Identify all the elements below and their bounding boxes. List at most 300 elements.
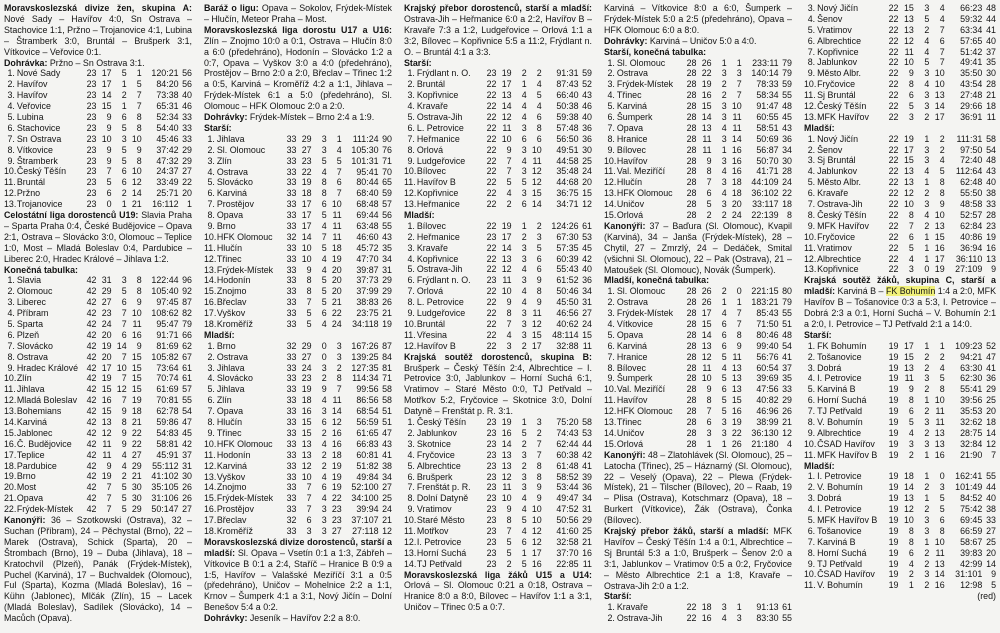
draws-cell: 3 [924, 416, 930, 427]
score-cell: 47:56 [756, 384, 779, 395]
score-cell: 37:42 [156, 144, 179, 155]
score-cell: 35:48 [556, 166, 579, 177]
table-row [604, 145, 792, 156]
draws-cell: 9 [321, 384, 327, 395]
rank-cell: 1. [607, 57, 615, 68]
rank-cell: 12. [4, 188, 17, 199]
wins-cell: 13 [903, 362, 914, 373]
score-cell: 24:37 [156, 166, 179, 177]
score-cell: 35:50 [960, 68, 983, 79]
losses-cell: 4 [536, 79, 542, 90]
score-cell: 34:118 [352, 319, 379, 330]
score-cell: 66:83 [356, 438, 379, 449]
points-cell: 37 [986, 46, 996, 57]
table-row [4, 352, 192, 363]
table-heading: Starší: [804, 329, 832, 340]
losses-cell: 2 [336, 362, 342, 373]
games-cell: 19 [888, 504, 899, 515]
score-cell: 95:47 [156, 319, 179, 330]
points-cell: 96 [182, 275, 192, 286]
losses-cell: 21 [131, 471, 142, 482]
points-cell: 66 [182, 329, 192, 340]
games-cell: 22 [888, 231, 899, 242]
score-cell: 52:100 [351, 482, 379, 493]
rank-cell: 12. [604, 177, 617, 188]
losses-cell: 20 [331, 286, 342, 297]
table-row [204, 199, 392, 210]
games-cell: 23 [86, 112, 97, 122]
wins-cell: 7 [106, 504, 112, 515]
games-cell: 28 [686, 395, 697, 406]
rank-cell: 4. [7, 308, 15, 319]
points-cell: 23 [986, 220, 996, 231]
wins-cell: 26 [701, 57, 712, 68]
rank-cell: 11. [404, 177, 416, 188]
rank-cell: 7. [7, 133, 15, 144]
team-name-cell: Ludgeřovice [416, 308, 466, 319]
draws-cell: 3 [924, 438, 930, 449]
table-row [404, 450, 592, 461]
score-cell: 29:66 [960, 101, 983, 112]
results-text: Sl. Opava – Vsetín 0:1 a 1:3, Zábřeh – Vítkovice B 0:1 a 2:4, Staříč – Hranice B 0:9 a 1:5, Havířov – Valašské Meziříčí 3:1 a 0:5 (předehráno), Uničov – Mohelnice 2:2 a 1:1, Krnov – Šumperk 4:1 a 3:1, Nový Jičín – Dolní Benešov 5:4 a 0:2. [204, 547, 392, 613]
games-cell: 23 [486, 438, 497, 449]
games-cell: 28 [686, 286, 697, 297]
games-cell: 42 [86, 449, 97, 460]
draws-cell: 4 [321, 253, 327, 264]
wins-cell: 16 [101, 395, 112, 406]
table-row [204, 308, 392, 319]
points-cell: 33 [182, 122, 192, 133]
team-name-cell: Město Albr. [817, 68, 862, 79]
wins-cell: 3 [908, 111, 914, 122]
table-row [204, 286, 392, 297]
losses-cell: 8 [536, 122, 542, 133]
games-cell: 42 [86, 297, 97, 308]
points-cell: 25 [582, 525, 592, 536]
wins-cell: 14 [501, 438, 512, 449]
score-cell: 55:41 [960, 384, 983, 395]
points-cell: 33 [182, 133, 192, 144]
draws-cell: 2 [924, 24, 930, 35]
games-cell: 33 [286, 373, 297, 384]
results-text: Pržno – Sn Ostrava 3:1. [47, 57, 145, 68]
results-paragraph [404, 352, 592, 417]
team-name-cell: Lubina [16, 112, 44, 122]
points-cell: 46 [182, 101, 192, 112]
games-cell: 33 [286, 188, 297, 199]
wins-cell: 7 [506, 318, 512, 329]
rank-cell: 1. [7, 68, 15, 79]
team-name-cell: Kravaře [416, 101, 448, 112]
wins-cell: 17 [101, 362, 112, 373]
draws-cell: 1 [924, 493, 930, 504]
score-cell: 45:46 [156, 133, 179, 144]
rank-cell: 14. [4, 417, 17, 428]
games-cell: 22 [888, 242, 899, 253]
rank-cell: 11. [404, 329, 416, 340]
rank-cell: 7. [407, 482, 415, 493]
losses-cell: 14 [531, 199, 542, 210]
rank-cell: 10. [404, 318, 417, 329]
rank-cell: 6. [807, 188, 816, 199]
wins-cell: 9 [306, 264, 312, 275]
wins-cell: 5 [706, 199, 712, 210]
table-row [604, 123, 792, 134]
score-cell: 67:30 [556, 231, 579, 242]
wins-cell: 17 [701, 308, 712, 319]
team-name-cell: MFK Havířov [817, 111, 869, 122]
rank-cell: 4. [807, 504, 816, 515]
table-row [4, 417, 192, 428]
rank-cell: 10. [604, 155, 617, 166]
losses-cell: 10 [934, 79, 945, 90]
games-cell: 42 [86, 438, 97, 449]
points-cell: 12 [582, 199, 592, 210]
wins-cell: 13 [301, 449, 312, 460]
rank-cell: 2. [207, 351, 215, 362]
score-cell: 60:81 [356, 449, 379, 460]
rank-cell: 11. [404, 525, 416, 536]
losses-cell: 8 [536, 471, 542, 482]
score-cell: 37:107 [351, 515, 379, 526]
losses-cell: 19 [331, 471, 342, 482]
losses-cell: 8 [939, 525, 945, 536]
games-cell: 22 [486, 101, 497, 112]
points-cell: 35 [382, 242, 392, 253]
score-cell: 114:34 [352, 373, 379, 384]
draws-cell: 5 [924, 57, 930, 68]
games-cell: 22 [486, 220, 497, 231]
losses-cell: 18 [731, 188, 742, 199]
points-cell: 67 [182, 351, 192, 362]
table-row [4, 363, 192, 374]
rank-cell: 8. [807, 416, 816, 427]
team-name-cell: TJ Petřvald [416, 558, 462, 569]
draws-cell: 4 [521, 90, 527, 101]
table-row [204, 341, 392, 352]
team-name-cell: Jablunkov [817, 166, 858, 177]
points-cell: 30 [182, 471, 192, 482]
games-cell: 23 [86, 133, 97, 144]
losses-cell: 3 [939, 482, 945, 493]
rank-cell: 15. [4, 427, 17, 438]
table-row [204, 395, 392, 406]
losses-cell: 29 [131, 504, 142, 515]
points-cell: 21 [382, 308, 392, 319]
losses-cell: 5 [336, 155, 342, 166]
table-row [404, 330, 592, 341]
wins-cell: 12 [101, 427, 112, 438]
rank-cell: 5. [407, 112, 415, 122]
draws-cell: 5 [321, 210, 327, 221]
team-name-cell: Prostějov [216, 199, 254, 210]
team-name-cell: Dobrá [817, 493, 842, 504]
games-cell: 33 [286, 275, 297, 286]
score-cell: 91:71 [156, 329, 179, 340]
team-name-cell: Jihlava [216, 384, 245, 395]
table-row [404, 559, 592, 570]
score-cell: 50:69 [756, 133, 779, 144]
points-cell: 31 [582, 297, 592, 308]
draws-cell: 6 [321, 308, 327, 319]
games-cell: 22 [686, 613, 697, 624]
wins-cell: 11 [502, 482, 512, 493]
games-cell: 23 [486, 460, 497, 471]
draws-cell: 3 [924, 514, 930, 525]
team-name-cell: I. Petrovice [817, 471, 862, 482]
draws-cell: 2 [924, 351, 930, 362]
team-name-cell: V. Bohumín [817, 416, 863, 427]
games-cell: 22 [888, 79, 899, 90]
score-cell: 68:48 [356, 199, 379, 210]
rank-cell: 7. [207, 199, 215, 210]
losses-cell: 22 [131, 427, 142, 438]
table-row [404, 493, 592, 504]
rank-cell: 6. [407, 471, 415, 482]
table-row [404, 286, 592, 297]
points-cell: 47 [182, 417, 192, 428]
table-row [804, 417, 996, 428]
rank-cell: 3. [407, 90, 415, 101]
team-name-cell: Orlová [616, 210, 644, 220]
team-name-cell: Třinec [616, 417, 642, 428]
games-cell: 33 [286, 460, 297, 471]
team-name-cell: MFK Havířov B [817, 514, 878, 525]
rank-cell: 13. [604, 188, 617, 199]
wins-cell: 12 [501, 471, 512, 482]
table-row [804, 373, 996, 384]
team-name-cell: Frýdek-Místek [616, 79, 674, 90]
wins-cell: 7 [106, 493, 112, 504]
score-cell: 162:41 [955, 471, 983, 482]
results-paragraph [404, 570, 592, 614]
games-cell: 23 [486, 515, 497, 526]
draws-cell: 4 [721, 166, 727, 177]
team-name-cell: Pardubice [16, 460, 57, 471]
results-paragraph [404, 3, 592, 58]
draws-cell: 3 [721, 68, 727, 79]
losses-cell: 3 [536, 231, 542, 242]
games-cell: 22 [888, 13, 899, 24]
table-row [804, 90, 996, 101]
rank-cell: 13. [4, 406, 17, 417]
table-row [604, 134, 792, 145]
table-row [4, 79, 192, 90]
losses-cell: 13 [731, 384, 742, 395]
games-cell: 28 [686, 384, 697, 395]
rank-cell: 12. [804, 101, 817, 112]
table-row [804, 569, 996, 580]
losses-cell: 7 [736, 308, 742, 319]
games-cell: 23 [86, 166, 97, 177]
wins-cell: 14 [501, 101, 512, 112]
wins-cell: 9 [706, 384, 712, 395]
team-name-cell: Jablonec [16, 427, 53, 438]
draws-cell: 3 [521, 449, 527, 460]
score-cell: 122:44 [151, 275, 179, 286]
team-name-cell: Heřmanice [416, 133, 460, 144]
table-row [204, 417, 392, 428]
score-cell: 70:74 [156, 373, 179, 384]
games-cell: 28 [686, 188, 697, 199]
rank-cell: 5. [7, 319, 15, 330]
score-cell: 120:21 [151, 68, 179, 79]
results-column-1 [4, 3, 192, 631]
losses-cell: 5 [939, 493, 945, 504]
draws-cell: 7 [121, 351, 127, 362]
table-row [604, 308, 792, 319]
points-cell: 79 [182, 319, 192, 330]
points-cell: 43 [382, 438, 392, 449]
wins-cell: 13 [701, 340, 712, 351]
games-cell: 19 [888, 558, 899, 569]
team-name-cell: Štramberk [16, 155, 58, 166]
table-row [204, 439, 392, 450]
wins-cell: 14 [903, 482, 914, 493]
team-name-cell: Opava [216, 210, 244, 221]
score-cell: 40:86 [960, 231, 983, 242]
wins-cell: 26 [701, 297, 712, 308]
draws-cell: 5 [121, 482, 127, 493]
team-name-cell: Sj Bruntál [817, 90, 856, 101]
losses-cell: 8 [136, 275, 142, 286]
rank-cell: 8. [407, 493, 415, 504]
rank-cell: 2. [607, 613, 615, 624]
rank-cell: 6. [607, 340, 615, 351]
rank-cell: 6. [7, 329, 15, 340]
competition-heading: Moravskoslezská liga žáků U15 a U14: [404, 569, 592, 580]
losses-cell: 3 [336, 340, 342, 351]
points-cell: 38 [986, 188, 996, 199]
team-name-cell: Opava [16, 493, 44, 504]
score-cell: 66:40 [556, 90, 579, 101]
table-row [804, 232, 996, 243]
games-cell: 23 [86, 177, 97, 188]
table-row [204, 428, 392, 439]
draws-cell: 6 [121, 329, 127, 340]
team-name-cell: Ostrava-Jih [416, 112, 463, 122]
table-row [604, 319, 792, 330]
table-row [204, 504, 392, 515]
games-cell: 22 [686, 602, 697, 613]
rank-cell: 2. [807, 351, 816, 362]
team-name-cell: Vyškov [216, 308, 246, 319]
score-cell: 75:20 [556, 417, 579, 428]
rank-cell: 2. [807, 482, 816, 493]
points-cell: 5 [991, 580, 996, 591]
team-name-cell: Frýdlant n. O. [416, 68, 471, 79]
games-cell: 23 [486, 558, 497, 569]
points-cell: 44 [986, 13, 996, 24]
games-cell: 33 [286, 504, 297, 515]
games-cell: 28 [686, 417, 697, 428]
points-cell: 41 [382, 449, 392, 460]
wins-cell: 6 [908, 406, 914, 417]
wins-cell: 15 [701, 101, 712, 112]
wins-cell: 14 [101, 90, 112, 101]
draws-cell: 1 [721, 297, 727, 308]
losses-cell: 15 [934, 231, 945, 242]
wins-cell: 4 [908, 253, 914, 264]
score-cell: 49:84 [356, 471, 379, 482]
team-name-cell: Kopřivnice [416, 253, 459, 264]
points-cell: 55 [782, 613, 792, 624]
points-cell: 61 [182, 373, 192, 384]
table-row [404, 101, 592, 112]
games-cell: 33 [286, 177, 297, 188]
score-cell: 55:50 [960, 188, 983, 199]
rank-cell: 16. [204, 297, 217, 308]
points-cell: 47 [382, 427, 392, 438]
rank-cell: 7. [207, 406, 215, 417]
losses-cell: 12 [531, 536, 542, 547]
score-cell: 58:51 [756, 122, 779, 133]
rank-cell: 5. [207, 177, 215, 188]
games-cell: 19 [888, 395, 899, 406]
points-cell: 36 [782, 133, 792, 144]
wins-cell: 4 [506, 188, 512, 199]
results-text: Slavia Praha – Sparta Praha 0:4, České Budějovice – Opava 2:1, Ostrava – Slovácko 3:0, Olomouc – Teplice 1:0, Most – Mladá Boleslav 0:4, Pardubice – Liberec 2:0, Hradec Králové – Jihlava 1:2. [4, 210, 192, 264]
draws-cell: 4 [721, 308, 727, 319]
rank-cell: 1. [607, 286, 615, 297]
losses-cell: 9 [136, 144, 142, 155]
table-row [4, 156, 192, 167]
draws-cell: 5 [121, 68, 127, 79]
draws-cell: 3 [721, 427, 727, 438]
points-cell: 40 [582, 112, 592, 122]
games-cell: 33 [286, 286, 297, 297]
points-cell: 9 [991, 569, 996, 580]
wins-cell: 8 [908, 209, 914, 220]
games-cell: 42 [86, 286, 97, 297]
points-cell: 55 [182, 395, 192, 406]
table-row [204, 352, 392, 363]
table-heading: Mladší: [204, 329, 235, 340]
table-row [604, 330, 792, 341]
wins-cell: 9 [506, 297, 512, 308]
losses-cell: 11 [532, 308, 542, 319]
rank-cell: 13. [4, 199, 17, 210]
wins-cell: 17 [301, 210, 312, 221]
score-cell: 21:90 [960, 449, 983, 460]
draws-cell: 3 [721, 155, 727, 166]
score-cell: 46:60 [356, 231, 379, 242]
score-cell: 127:35 [351, 362, 379, 373]
draws-cell: 7 [121, 373, 127, 384]
team-name-cell: L. Petrovice [416, 122, 464, 133]
team-name-cell: Kopřivnice [817, 46, 859, 57]
team-name-cell: Opava [216, 406, 244, 417]
table-row [604, 602, 792, 613]
wins-cell: 12 [903, 504, 914, 515]
games-cell: 22 [486, 253, 497, 264]
wins-cell: 13 [301, 438, 312, 449]
wins-cell: 7 [706, 406, 712, 417]
draws-cell: 8 [121, 417, 127, 428]
losses-cell: 26 [731, 438, 742, 449]
losses-cell: 7 [939, 46, 945, 57]
games-cell: 23 [486, 482, 497, 493]
table-row [204, 526, 392, 537]
draws-cell: 4 [924, 35, 930, 46]
rank-cell: 3. [7, 90, 15, 101]
results-paragraph [204, 3, 392, 25]
rank-cell: 6. [207, 395, 215, 406]
points-cell: 34 [582, 286, 592, 297]
games-cell: 28 [686, 199, 697, 210]
draws-cell: 6 [121, 177, 127, 188]
draws-cell: 2 [721, 90, 727, 101]
